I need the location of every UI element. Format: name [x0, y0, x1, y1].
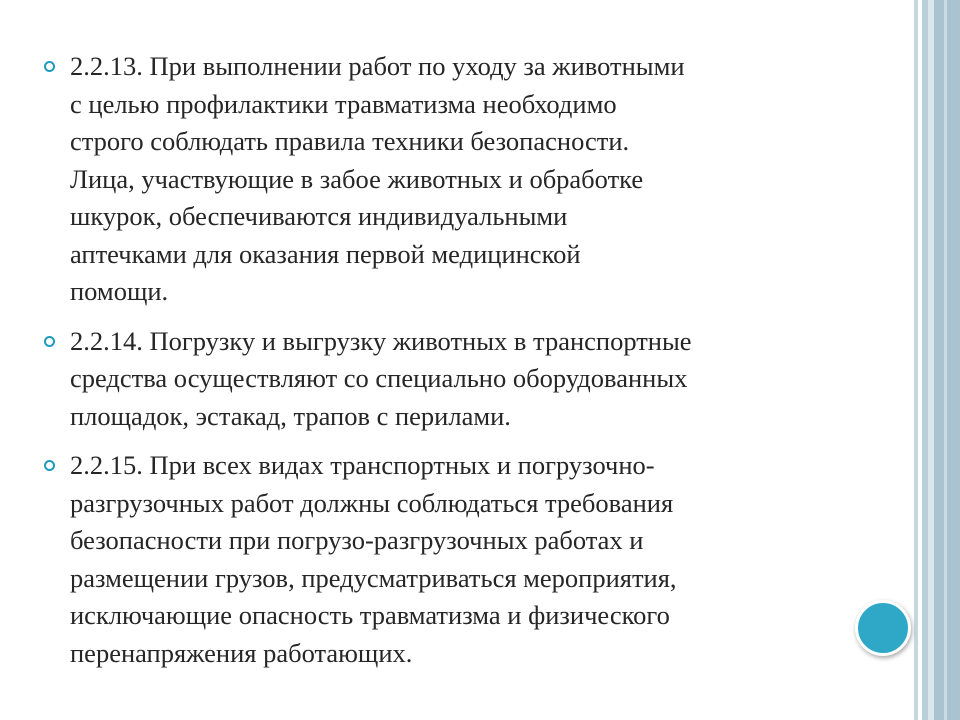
bullet-line: исключающие опасность травматизма и физического	[70, 600, 670, 630]
bullet-item	[40, 323, 870, 436]
side-stripe	[934, 0, 960, 720]
bullet-line: помощи.	[70, 276, 169, 306]
slide-content	[40, 48, 870, 684]
bullet-line: строго соблюдать правила техники безопасности.	[70, 126, 630, 156]
bullet-line: шкурок, обеспечиваются индивидуальными	[70, 201, 568, 231]
bullet-line: разгрузочных работ должны соблюдаться требования	[70, 487, 674, 518]
bullet-line: с целью профилактики травматизма необходимо	[70, 88, 617, 119]
bullet-line: 2.2.15. При всех видах транспортных и погрузочно-	[70, 450, 655, 480]
bullet-item	[40, 447, 870, 672]
bullet-line: Лица, участвующие в забое животных и обработке	[70, 163, 644, 194]
bullet-line: площадок, эстакад, трапов с перилами.	[70, 400, 511, 431]
ring-bullet-icon	[44, 61, 55, 72]
bullet-line: аптечками для оказания первой медицинской	[70, 238, 581, 269]
circle-decoration	[855, 600, 911, 656]
ring-bullet-icon	[44, 336, 55, 347]
bullet-line: размещении грузов, предусматриваться мероприятия,	[70, 562, 677, 593]
bullet-line: 2.2.13. При выполнении работ по уходу за животными	[70, 51, 685, 81]
bullet-line: перенапряжения работающих.	[70, 637, 413, 668]
bullet-line: безопасности при погрузо-разгрузочных работах и	[70, 525, 644, 555]
bullet-item	[40, 48, 870, 311]
ring-bullet-icon	[44, 460, 55, 471]
bullet-line: 2.2.14. Погрузку и выгрузку животных в транспортные	[70, 325, 692, 356]
bullet-line: средства осуществляют со специально оборудованных	[70, 363, 688, 393]
side-stripe	[914, 0, 918, 720]
side-stripe	[944, 0, 947, 720]
